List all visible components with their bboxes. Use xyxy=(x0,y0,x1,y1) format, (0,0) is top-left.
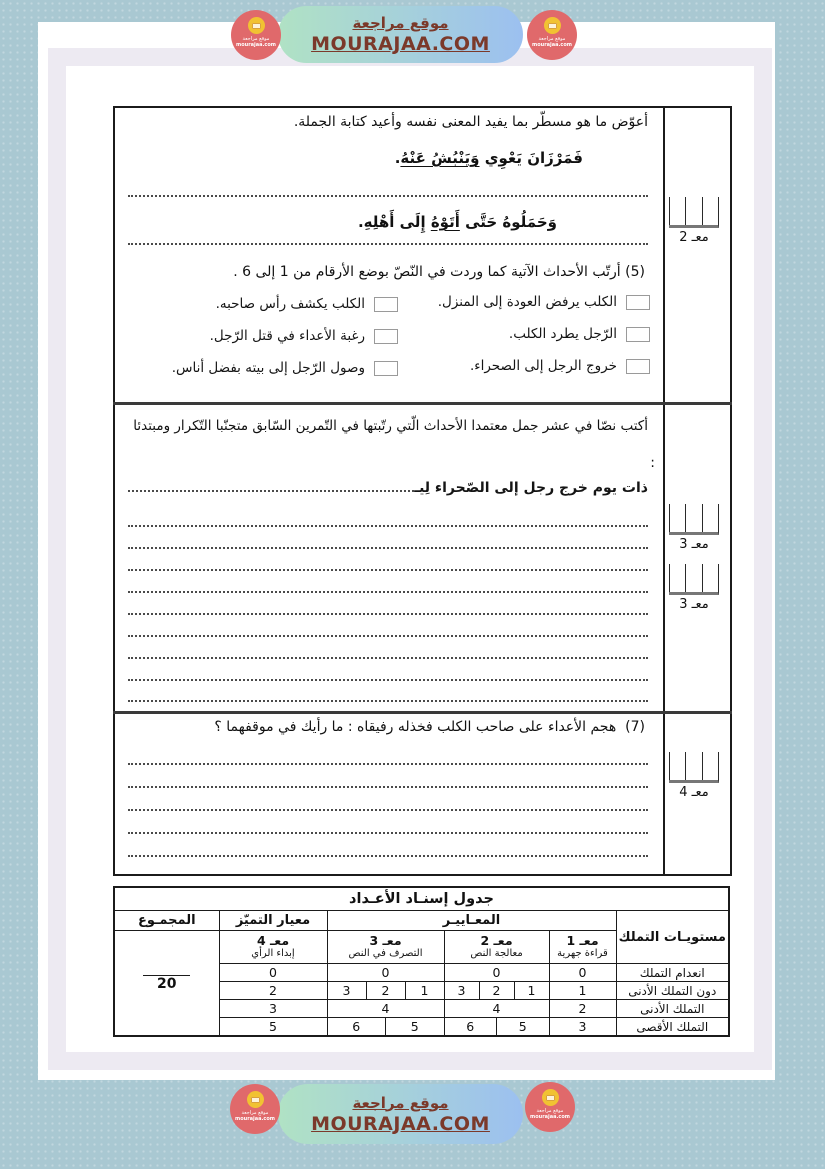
cell-m4: 3 xyxy=(219,1000,327,1018)
criteria-header: المعـاييـر xyxy=(327,911,616,931)
cell-m2: 4 xyxy=(444,1000,549,1018)
level-label: انعدام التملك xyxy=(616,964,729,982)
criterion-3-header: معـ 3 التصرف في النص xyxy=(327,931,444,964)
score-column-divider xyxy=(663,106,665,876)
score-grid[interactable] xyxy=(669,197,719,228)
answer-box[interactable] xyxy=(626,295,650,310)
cell-m1: 1 xyxy=(549,982,616,1000)
total-header: المجمـوع xyxy=(114,911,219,931)
sentence-1 xyxy=(395,149,583,167)
criterion-1-header: معـ 1 قراءة جهرية xyxy=(549,931,616,964)
sentence-2-underlined: أَتَوْهُ xyxy=(430,213,460,231)
cell-m2: 0 xyxy=(444,964,549,982)
cell-m2: 3 2 1 xyxy=(444,982,549,1000)
score-grid[interactable] xyxy=(669,752,719,783)
answer-line[interactable] xyxy=(128,657,648,659)
cell-m3: 4 xyxy=(327,1000,444,1018)
cell-m4: 5 xyxy=(219,1018,327,1037)
answer-box[interactable] xyxy=(626,359,650,374)
answer-line[interactable] xyxy=(128,855,648,857)
cell-m3: 6 5 xyxy=(327,1018,444,1037)
level-label: التملك الأدنى xyxy=(616,1000,729,1018)
site-badge[interactable] xyxy=(231,10,281,60)
answer-line[interactable] xyxy=(128,763,648,765)
order-item xyxy=(210,328,398,344)
badge-text-domain: mourajaa.com xyxy=(531,42,572,48)
answer-line[interactable] xyxy=(128,832,648,834)
order-item xyxy=(509,326,650,342)
sentence-2-pre: وَحَمَلُوهُ حَتَّى xyxy=(459,213,557,231)
score-grid[interactable] xyxy=(669,564,719,595)
section-divider xyxy=(113,402,732,405)
exercise-replace-instruction: أعوّض ما هو مسطّر بما يفيد المعنى نفسه وأعيد كتابة الجملة. xyxy=(293,114,648,130)
badge-text-domain: mourajaa.com xyxy=(529,1114,570,1120)
site-banner-top[interactable] xyxy=(278,6,523,63)
site-domain-link[interactable]: MOURAJAA.COM xyxy=(311,1112,490,1135)
score-box-criterion-3b xyxy=(669,564,719,612)
site-badge[interactable] xyxy=(527,10,577,60)
book-icon xyxy=(247,1091,264,1108)
section-divider xyxy=(113,711,732,714)
score-label: معـ 2 xyxy=(679,230,709,245)
story-starter-text: ذات يوم خرج رجل إلى الصّحراء لِيـ xyxy=(414,480,648,496)
answer-line[interactable] xyxy=(128,547,648,549)
levels-header: مستويـات التملك xyxy=(616,911,729,964)
grading-table-title: جدول إسنـاد الأعـداد xyxy=(114,887,729,911)
site-banner-bottom[interactable] xyxy=(278,1084,523,1144)
exercise-write-colon: : xyxy=(650,455,655,471)
badge-text-arabic: موقع مراجعة xyxy=(242,36,270,42)
answer-line[interactable] xyxy=(128,613,648,615)
answer-line[interactable] xyxy=(128,809,648,811)
order-item xyxy=(172,360,398,376)
total-cell xyxy=(114,931,219,1037)
score-label: معـ 4 xyxy=(679,785,709,800)
level-label: التملك الأقصى xyxy=(616,1018,729,1037)
exercise-order-instruction: (5) أرتّب الأحداث الآتية كما وردت في النّصّ بوضع الأرقام من 1 إلى 6 . xyxy=(233,264,645,280)
answer-line[interactable] xyxy=(128,525,648,527)
order-item-label: رغبة الأعداء في قتل الرّجل. xyxy=(209,328,365,344)
order-item-label: الرّجل يطرد الكلب. xyxy=(508,326,617,342)
answer-line[interactable] xyxy=(128,786,648,788)
cell-m3: 0 xyxy=(327,964,444,982)
sentence-1-post: . xyxy=(394,149,401,167)
answer-line[interactable] xyxy=(128,195,648,197)
badge-text-domain: mourajaa.com xyxy=(234,1116,275,1122)
answer-box[interactable] xyxy=(374,329,398,344)
answer-line[interactable] xyxy=(128,700,648,702)
cell-m1: 0 xyxy=(549,964,616,982)
cell-m1: 3 xyxy=(549,1018,616,1037)
badge-text-domain: mourajaa.com xyxy=(235,42,276,48)
cell-m2: 6 5 xyxy=(444,1018,549,1037)
grading-table xyxy=(113,886,730,1037)
exercise-number: (5) xyxy=(625,264,645,280)
score-box-criterion-2 xyxy=(669,197,719,245)
sentence-2 xyxy=(358,213,557,231)
exercise-number: (7) xyxy=(625,719,645,735)
site-name-arabic: موقع مراجعة xyxy=(352,1093,449,1112)
score-grid[interactable] xyxy=(669,504,719,535)
exercise-opinion-question: (7) هجم الأعداء على صاحب الكلب فخذله رفيقاه : ما رأيك في موقفهما ؟ xyxy=(214,719,645,735)
cell-m4: 2 xyxy=(219,982,327,1000)
order-item xyxy=(470,358,650,374)
exercise-write-instruction: أكتب نصّا في عشر جمل معتمدا الأحداث الّتي رتّبتها في التّمرين السّابق متجنّبا التّكرار ومبتدئا xyxy=(133,418,648,434)
book-icon xyxy=(544,17,561,34)
cell-m1: 2 xyxy=(549,1000,616,1018)
order-item-label: خروج الرجل إلى الصحراء. xyxy=(469,358,617,374)
badge-text-arabic: موقع مراجعة xyxy=(536,1108,564,1114)
level-label: دون التملك الأدنى xyxy=(616,982,729,1000)
badge-text-arabic: موقع مراجعة xyxy=(538,36,566,42)
answer-line[interactable] xyxy=(128,591,648,593)
answer-line[interactable] xyxy=(128,490,414,492)
excellence-header: معيار التميّز xyxy=(219,911,327,931)
answer-box[interactable] xyxy=(374,297,398,312)
score-label: معـ 3 xyxy=(679,597,709,612)
cell-m3: 3 2 1 xyxy=(327,982,444,1000)
order-item xyxy=(216,296,398,312)
site-name-arabic: موقع مراجعة xyxy=(352,14,449,32)
site-badge[interactable] xyxy=(525,1082,575,1132)
total-value: 20 xyxy=(143,975,190,991)
cell-m4: 0 xyxy=(219,964,327,982)
order-item-label: الكلب يكشف رأس صاحبه. xyxy=(215,296,365,312)
answer-line[interactable] xyxy=(128,569,648,571)
answer-line[interactable] xyxy=(128,635,648,637)
criterion-2-header: معـ 2 معالجة النص xyxy=(444,931,549,964)
score-box-criterion-4 xyxy=(669,752,719,800)
book-icon xyxy=(248,17,265,34)
order-item xyxy=(438,294,650,310)
badge-text-arabic: موقع مراجعة xyxy=(241,1110,269,1116)
story-starter-line xyxy=(128,480,648,496)
book-icon xyxy=(542,1089,559,1106)
score-label: معـ 3 xyxy=(679,537,709,552)
score-box-criterion-3a xyxy=(669,504,719,552)
sentence-2-post: إِلَى أَهْلِهِ. xyxy=(357,213,431,231)
site-badge[interactable] xyxy=(230,1084,280,1134)
answer-box[interactable] xyxy=(374,361,398,376)
sentence-1-pre: فَمَرْزَانَ يَعْوِي xyxy=(479,149,583,167)
order-item-label: الكلب يرفض العودة إلى المنزل. xyxy=(437,294,617,310)
answer-line[interactable] xyxy=(128,243,648,245)
sentence-1-underlined: وَيَنْبُشُ عَنْهُ xyxy=(400,149,480,167)
answer-box[interactable] xyxy=(626,327,650,342)
criterion-4-header: معـ 4 إبداء الرأي xyxy=(219,931,327,964)
site-domain-link[interactable]: MOURAJAA.COM xyxy=(311,33,490,55)
order-item-label: وصول الرّجل إلى بيته بفضل أناس. xyxy=(171,360,365,376)
answer-line[interactable] xyxy=(128,679,648,681)
